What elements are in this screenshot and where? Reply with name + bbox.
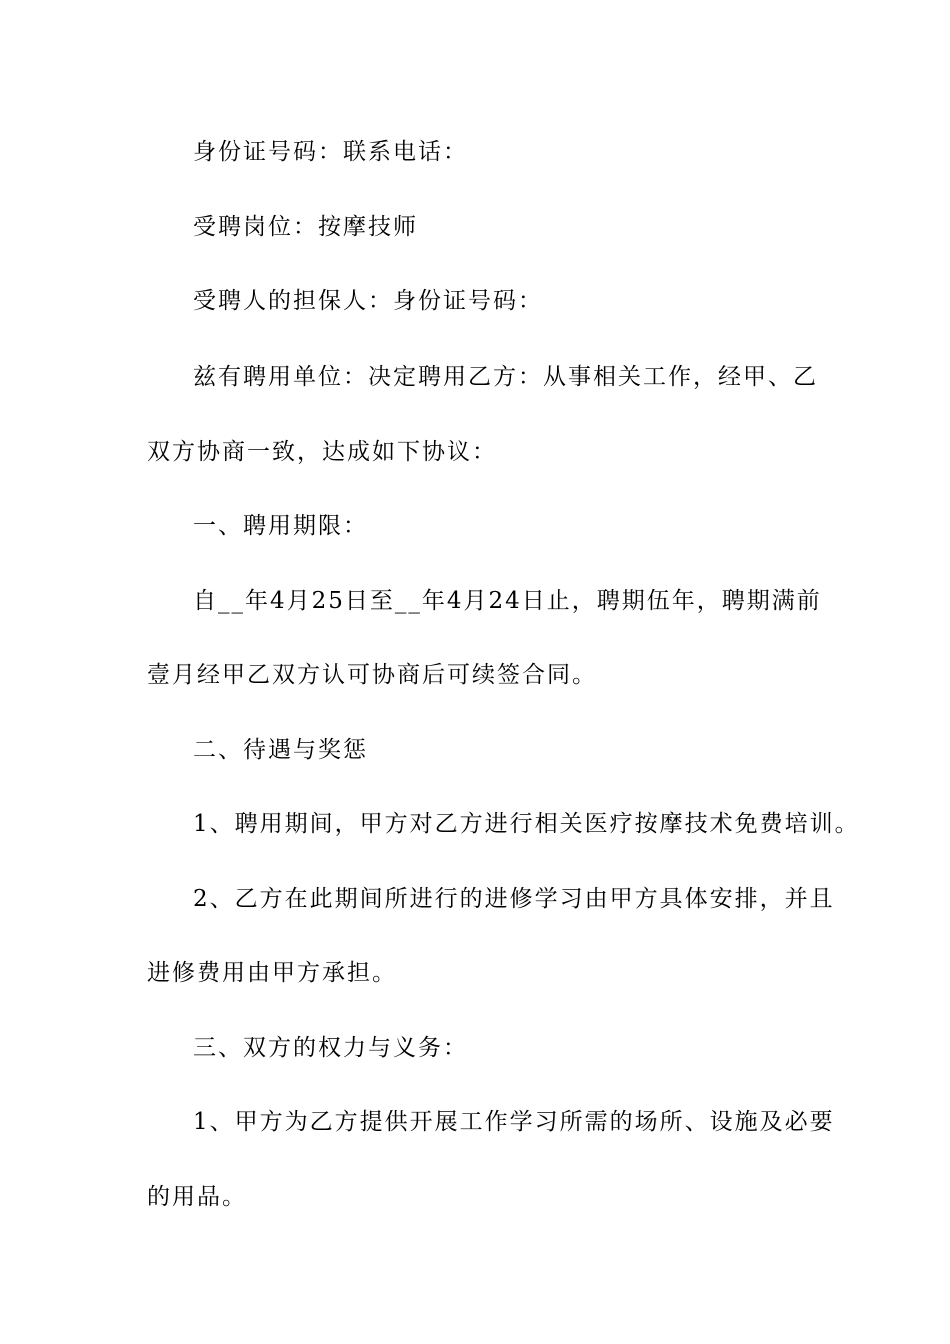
term-line-1: 自__年4月25日至__年4月24日止，聘期伍年，聘期满前	[193, 588, 822, 614]
clause-2-2-line-2: 进修费用由甲方承担。	[147, 960, 397, 986]
position-line: 受聘岗位：按摩技师	[193, 214, 418, 240]
preamble-line-2: 双方协商一致，达成如下协议：	[147, 439, 497, 465]
clause-2-1: 1、聘用期间，甲方对乙方进行相关医疗按摩技术免费培训。	[193, 811, 860, 837]
clause-2-2-line-1: 2、乙方在此期间所进行的进修学习由甲方具体安排，并且	[193, 886, 835, 912]
clause-3-1-line-1: 1、甲方为乙方提供开展工作学习所需的场所、设施及必要	[193, 1109, 835, 1135]
section-3-heading: 三、双方的权力与义务：	[193, 1035, 468, 1061]
section-1-heading: 一、聘用期限：	[193, 513, 368, 539]
guarantor-line: 受聘人的担保人：身份证号码：	[193, 288, 543, 314]
preamble-line-1: 兹有聘用单位：决定聘用乙方：从事相关工作，经甲、乙	[193, 364, 818, 390]
clause-3-1-line-2: 的用品。	[147, 1184, 247, 1210]
term-line-2: 壹月经甲乙双方认可协商后可续签合同。	[147, 662, 597, 688]
id-number-phone-line: 身份证号码：联系电话：	[193, 139, 468, 165]
section-2-heading: 二、待遇与奖惩	[193, 737, 368, 763]
